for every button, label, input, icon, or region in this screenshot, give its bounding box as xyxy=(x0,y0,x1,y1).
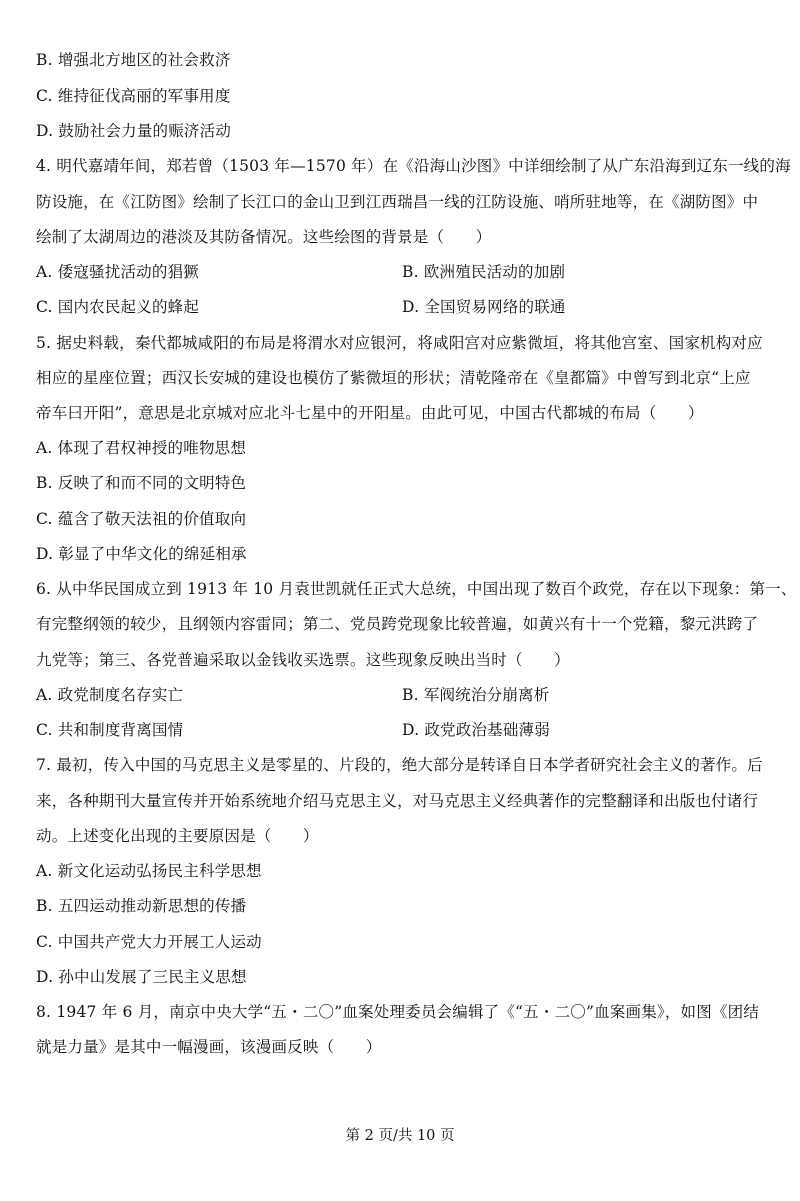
q4-option-a: A. 倭寇骚扰活动的猖獗 xyxy=(36,263,199,281)
page-number: 第 2 页/共 10 页 xyxy=(345,1128,455,1144)
q6-option-a: A. 政党制度名存实亡 xyxy=(36,686,184,704)
q5-stem-line-2: 相应的星座位置；西汉长安城的建设也模仿了紫微垣的形状；清乾隆帝在《皇都篇》中曾写到北京“上应 xyxy=(36,369,751,387)
q4-option-b: B. 欧洲殖民活动的加剧 xyxy=(402,263,566,281)
q4-option-c: C. 国内农民起义的蜂起 xyxy=(36,298,200,316)
q7-stem-line-1: 7. 最初，传入中国的马克思主义是零星的、片段的，绝大部分是转译自日本学者研究社会主义的著作。后 xyxy=(36,756,763,774)
q7-stem-line-2: 来，各种期刊大量宣传并开始系统地介绍马克思主义，对马克思主义经典著作的完整翻译和出版也付诸行 xyxy=(36,792,759,810)
q7-option-b: B. 五四运动推动新思想的传播 xyxy=(36,897,247,915)
q6-option-c: C. 共和制度背离国情 xyxy=(36,721,184,739)
q6-option-b: B. 军阀统治分崩离析 xyxy=(402,686,550,704)
q6-stem-line-3: 九党等；第三、各党普遍采取以金钱收买选票。这些现象反映出当时（ ） xyxy=(36,651,570,669)
q5-option-b: B. 反映了和而不同的文明特色 xyxy=(36,474,247,492)
q5-option-a: A. 体现了君权神授的唯物思想 xyxy=(36,439,247,457)
q3-option-c: C. 维持征伐高丽的军事用度 xyxy=(36,87,231,105)
q5-stem-line-1: 5. 据史料载，秦代都城咸阳的布局是将渭水对应银河，将咸阳宫对应紫微垣，将其他宫室、国家机构对应 xyxy=(36,334,763,352)
q5-option-d: D. 彰显了中华文化的绵延相承 xyxy=(36,545,247,563)
q6-stem-line-1: 6. 从中华民国成立到 1913 年 10 月袁世凯就任正式大总统，中国出现了数百个政党，存在以下现象：第一、 xyxy=(36,580,797,598)
q7-option-c: C. 中国共产党大力开展工人运动 xyxy=(36,933,262,951)
q7-option-d: D. 孙中山发展了三民主义思想 xyxy=(36,968,247,986)
q5-option-c: C. 蕴含了敬天法祖的价值取向 xyxy=(36,510,247,528)
q6-stem-line-2: 有完整纲领的较少，且纲领内容雷同；第二、党员跨党现象比较普遍，如黄兴有十一个党籍，黎元洪跨了 xyxy=(36,615,759,633)
q4-stem-line-2: 防设施，在《江防图》绘制了长江口的金山卫到江西瑞昌一线的江防设施、哨所驻地等，在《湖防图》中 xyxy=(36,193,759,211)
q7-option-a: A. 新文化运动弘扬民主科学思想 xyxy=(36,862,262,880)
q3-option-b: B. 增强北方地区的社会救济 xyxy=(36,51,231,69)
q8-stem-line-1: 8. 1947 年 6 月，南京中央大学“五・二〇”血案处理委员会编辑了《“五・二〇”血案画集》，如图《团结 xyxy=(36,1003,760,1021)
q6-option-d: D. 政党政治基础薄弱 xyxy=(402,721,550,739)
q8-stem-line-2: 就是力量》是其中一幅漫画，该漫画反映（ ） xyxy=(36,1038,382,1056)
q4-option-d: D. 全国贸易网络的联通 xyxy=(402,298,566,316)
q4-stem-line-3: 绘制了太湖周边的港淡及其防备情况。这些绘图的背景是（ ） xyxy=(36,228,492,246)
q4-stem-line-1: 4. 明代嘉靖年间，郑若曾（1503 年—1570 年）在《沿海山沙图》中详细绘制了从广东沿海到辽东一线的海 xyxy=(36,157,791,175)
q5-stem-line-3: 帝车曰开阳”，意思是北京城对应北斗七星中的开阳星。由此可见，中国古代都城的布局（ ） xyxy=(36,404,704,422)
q3-option-d: D. 鼓励社会力量的赈济活动 xyxy=(36,122,232,140)
q7-stem-line-3: 动。上述变化出现的主要原因是（ ） xyxy=(36,827,319,845)
